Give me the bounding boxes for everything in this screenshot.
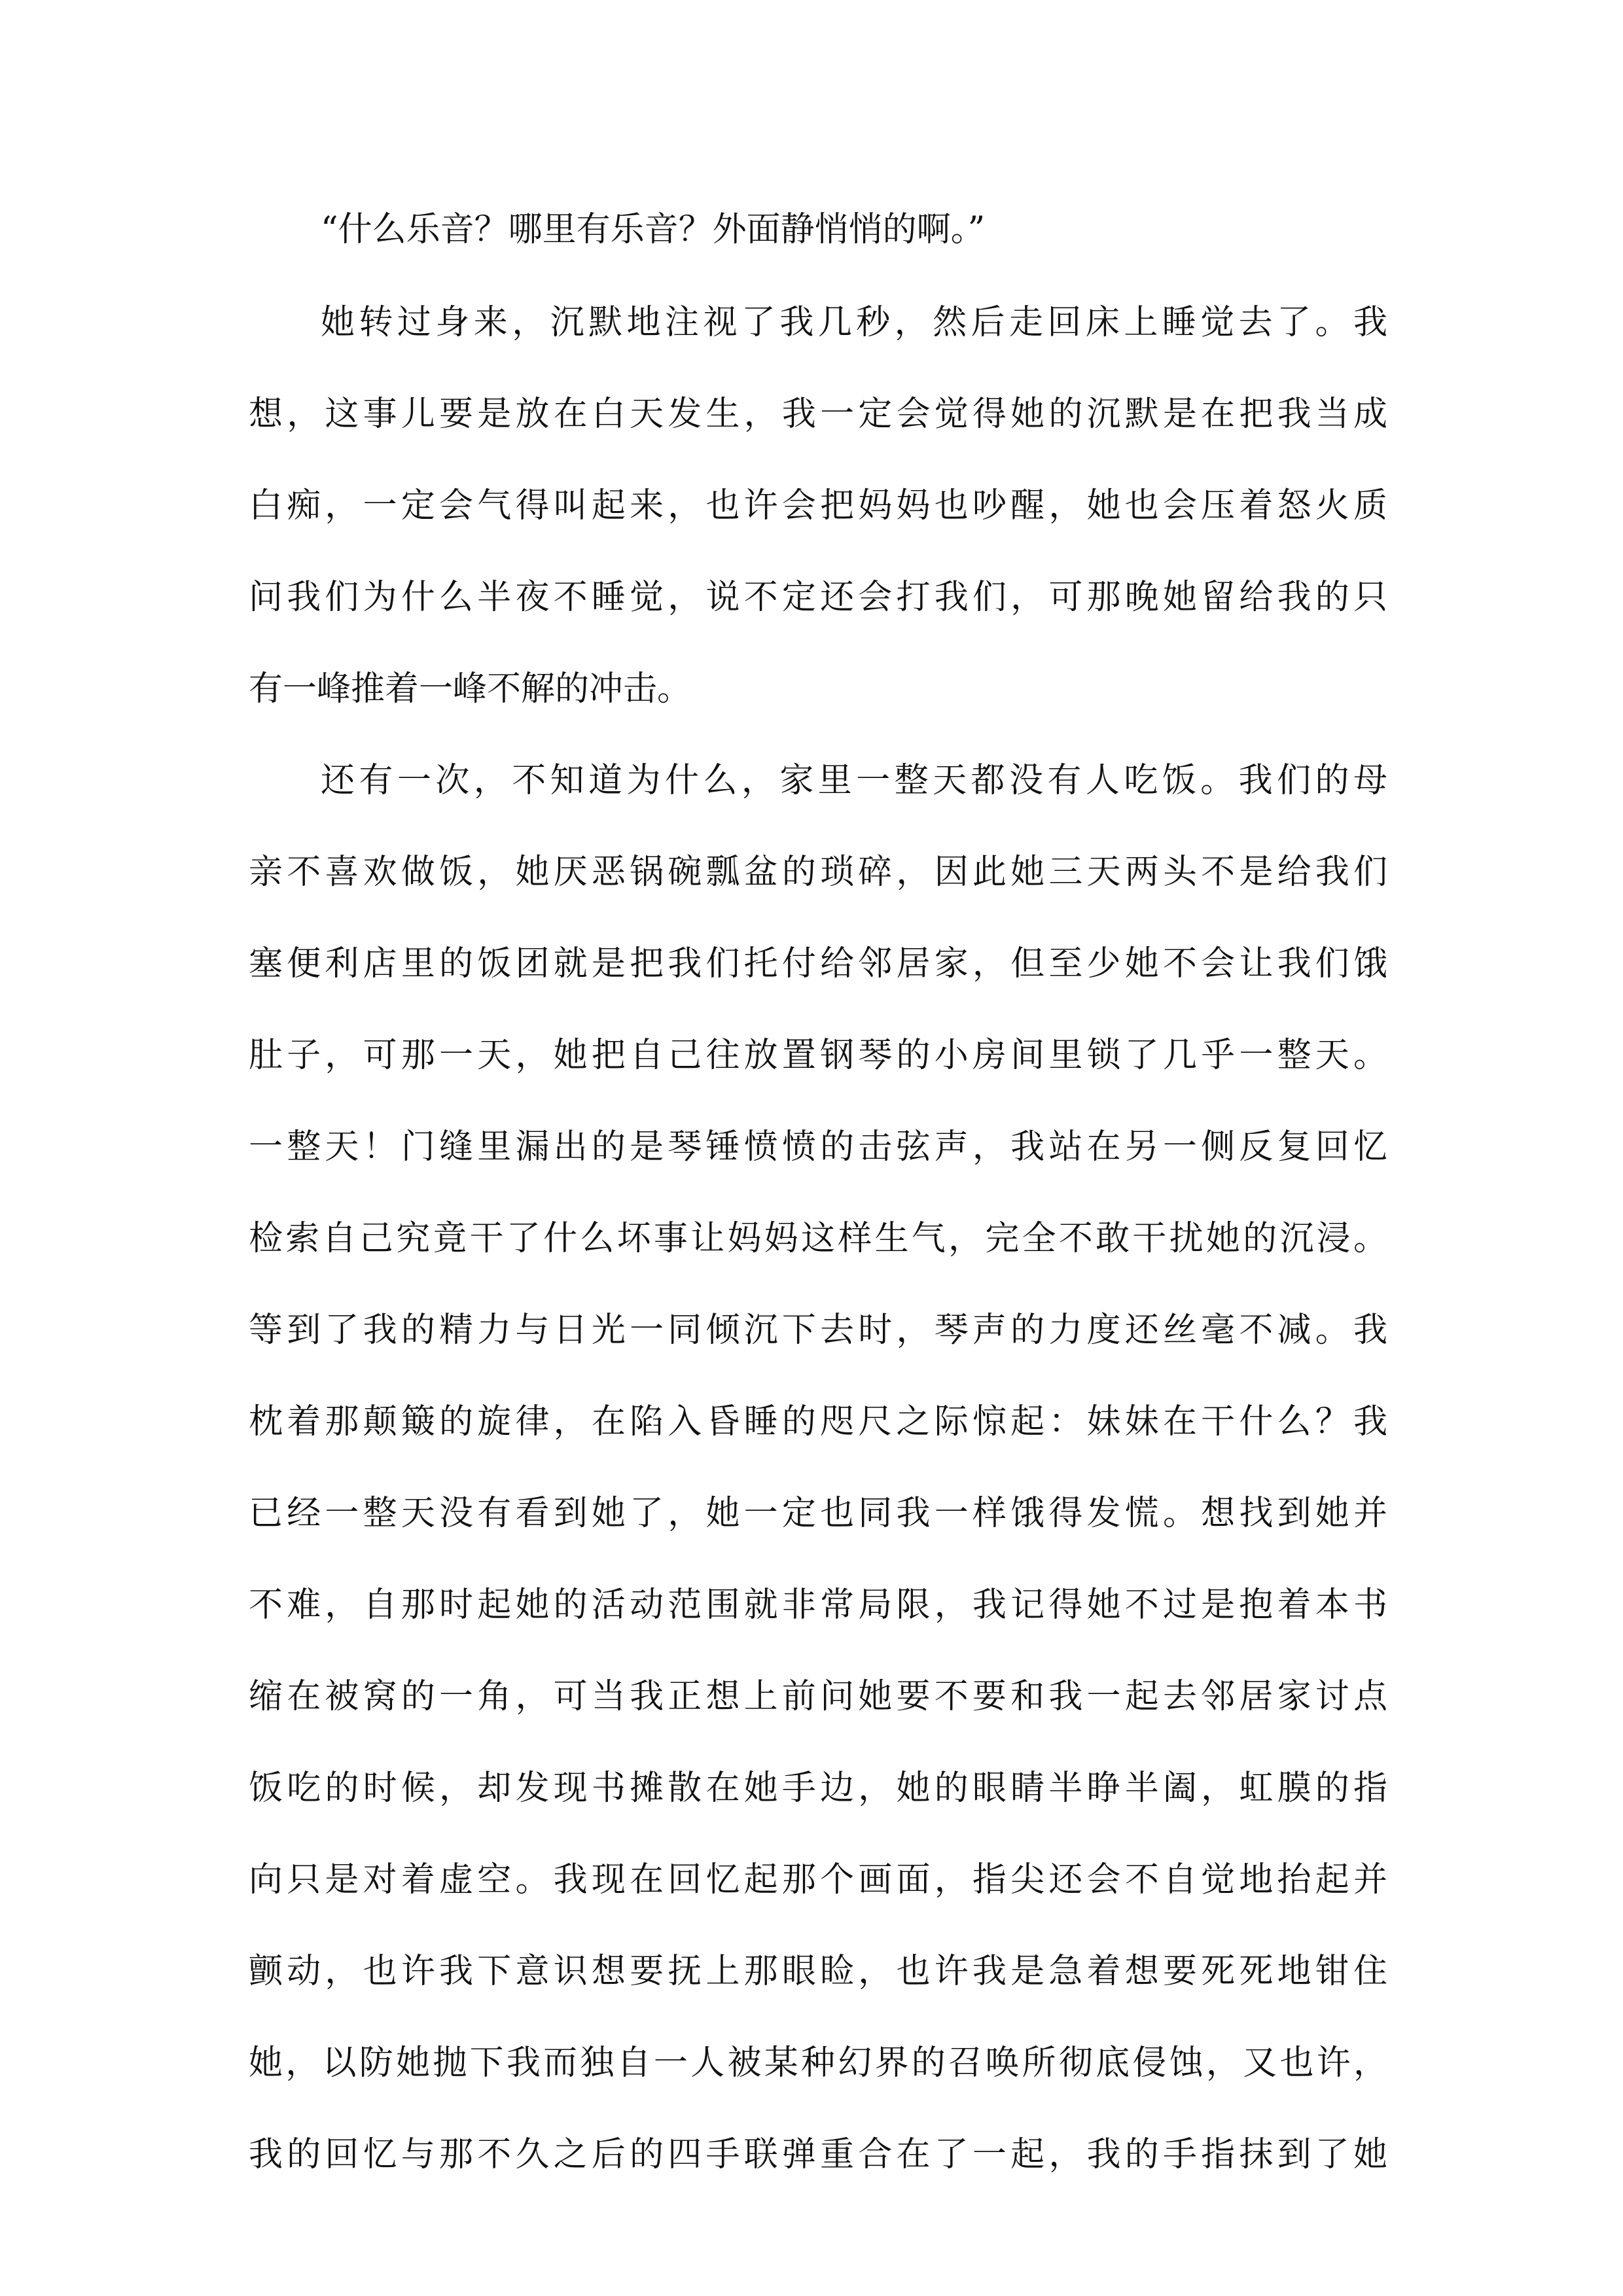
text-line-22: 我的回忆与那不久之后的四手联弹重合在了一起，我的手指抹到了她 — [249, 2135, 1387, 2174]
text-line-21: 她，以防她抛下我而独自一人被某种幻界的召唤所彻底侵蚀，又也许， — [249, 2043, 1387, 2083]
text-line-4: 白痴，一定会气得叫起来，也许会把妈妈也吵醒，她也会压着怒火质 — [249, 486, 1387, 525]
text-line-15: 已经一整天没有看到她了，她一定也同我一样饿得发慌。想找到她并 — [249, 1494, 1387, 1533]
text-line-11: 一整天！门缝里漏出的是琴锤愤愤的击弦声，我站在另一侧反复回忆 — [249, 1127, 1387, 1167]
text-line-7: 还有一次，不知道为什么，家里一整天都没有人吃饭。我们的母 — [321, 761, 1387, 800]
text-line-6: 有一峰推着一峰不解的冲击。 — [249, 669, 692, 709]
text-line-19: 向只是对着虚空。我现在回忆起那个画面，指尖还会不自觉地抬起并 — [249, 1860, 1387, 1899]
text-line-12: 检索自己究竟干了什么坏事让妈妈这样生气，完全不敢干扰她的沉浸。 — [249, 1219, 1387, 1258]
text-line-3: 想，这事儿要是放在白天发生，我一定会觉得她的沉默是在把我当成 — [249, 395, 1387, 434]
text-line-10: 肚子，可那一天，她把自己往放置钢琴的小房间里锁了几乎一整天。 — [249, 1036, 1387, 1075]
text-line-13: 等到了我的精力与日光一同倾沉下去时，琴声的力度还丝毫不减。我 — [249, 1311, 1387, 1350]
text-line-8: 亲不喜欢做饭，她厌恶锅碗瓢盆的琐碎，因此她三天两头不是给我们 — [249, 853, 1387, 892]
text-line-20: 颤动，也许我下意识想要抚上那眼睑，也许我是急着想要死死地钳住 — [249, 1952, 1387, 1991]
text-line-2: 她转过身来，沉默地注视了我几秒，然后走回床上睡觉去了。我 — [321, 303, 1387, 342]
text-line-9: 塞便利店里的饭团就是把我们托付给邻居家，但至少她不会让我们饿 — [249, 944, 1387, 983]
text-line-5: 问我们为什么半夜不睡觉，说不定还会打我们，可那晚她留给我的只 — [249, 578, 1387, 617]
text-line-14: 枕着那颠簸的旋律，在陷入昏睡的咫尺之际惊起：妹妹在干什么？我 — [249, 1402, 1387, 1441]
text-line-1: “什么乐音？哪里有乐音？外面静悄悄的啊。” — [321, 210, 986, 249]
text-line-18: 饭吃的时候，却发现书摊散在她手边，她的眼睛半睁半阖，虹膜的指 — [249, 1769, 1387, 1808]
text-line-17: 缩在被窝的一角，可当我正想上前问她要不要和我一起去邻居家讨点 — [249, 1677, 1387, 1716]
text-line-16: 不难，自那时起她的活动范围就非常局限，我记得她不过是抱着本书 — [249, 1585, 1387, 1625]
